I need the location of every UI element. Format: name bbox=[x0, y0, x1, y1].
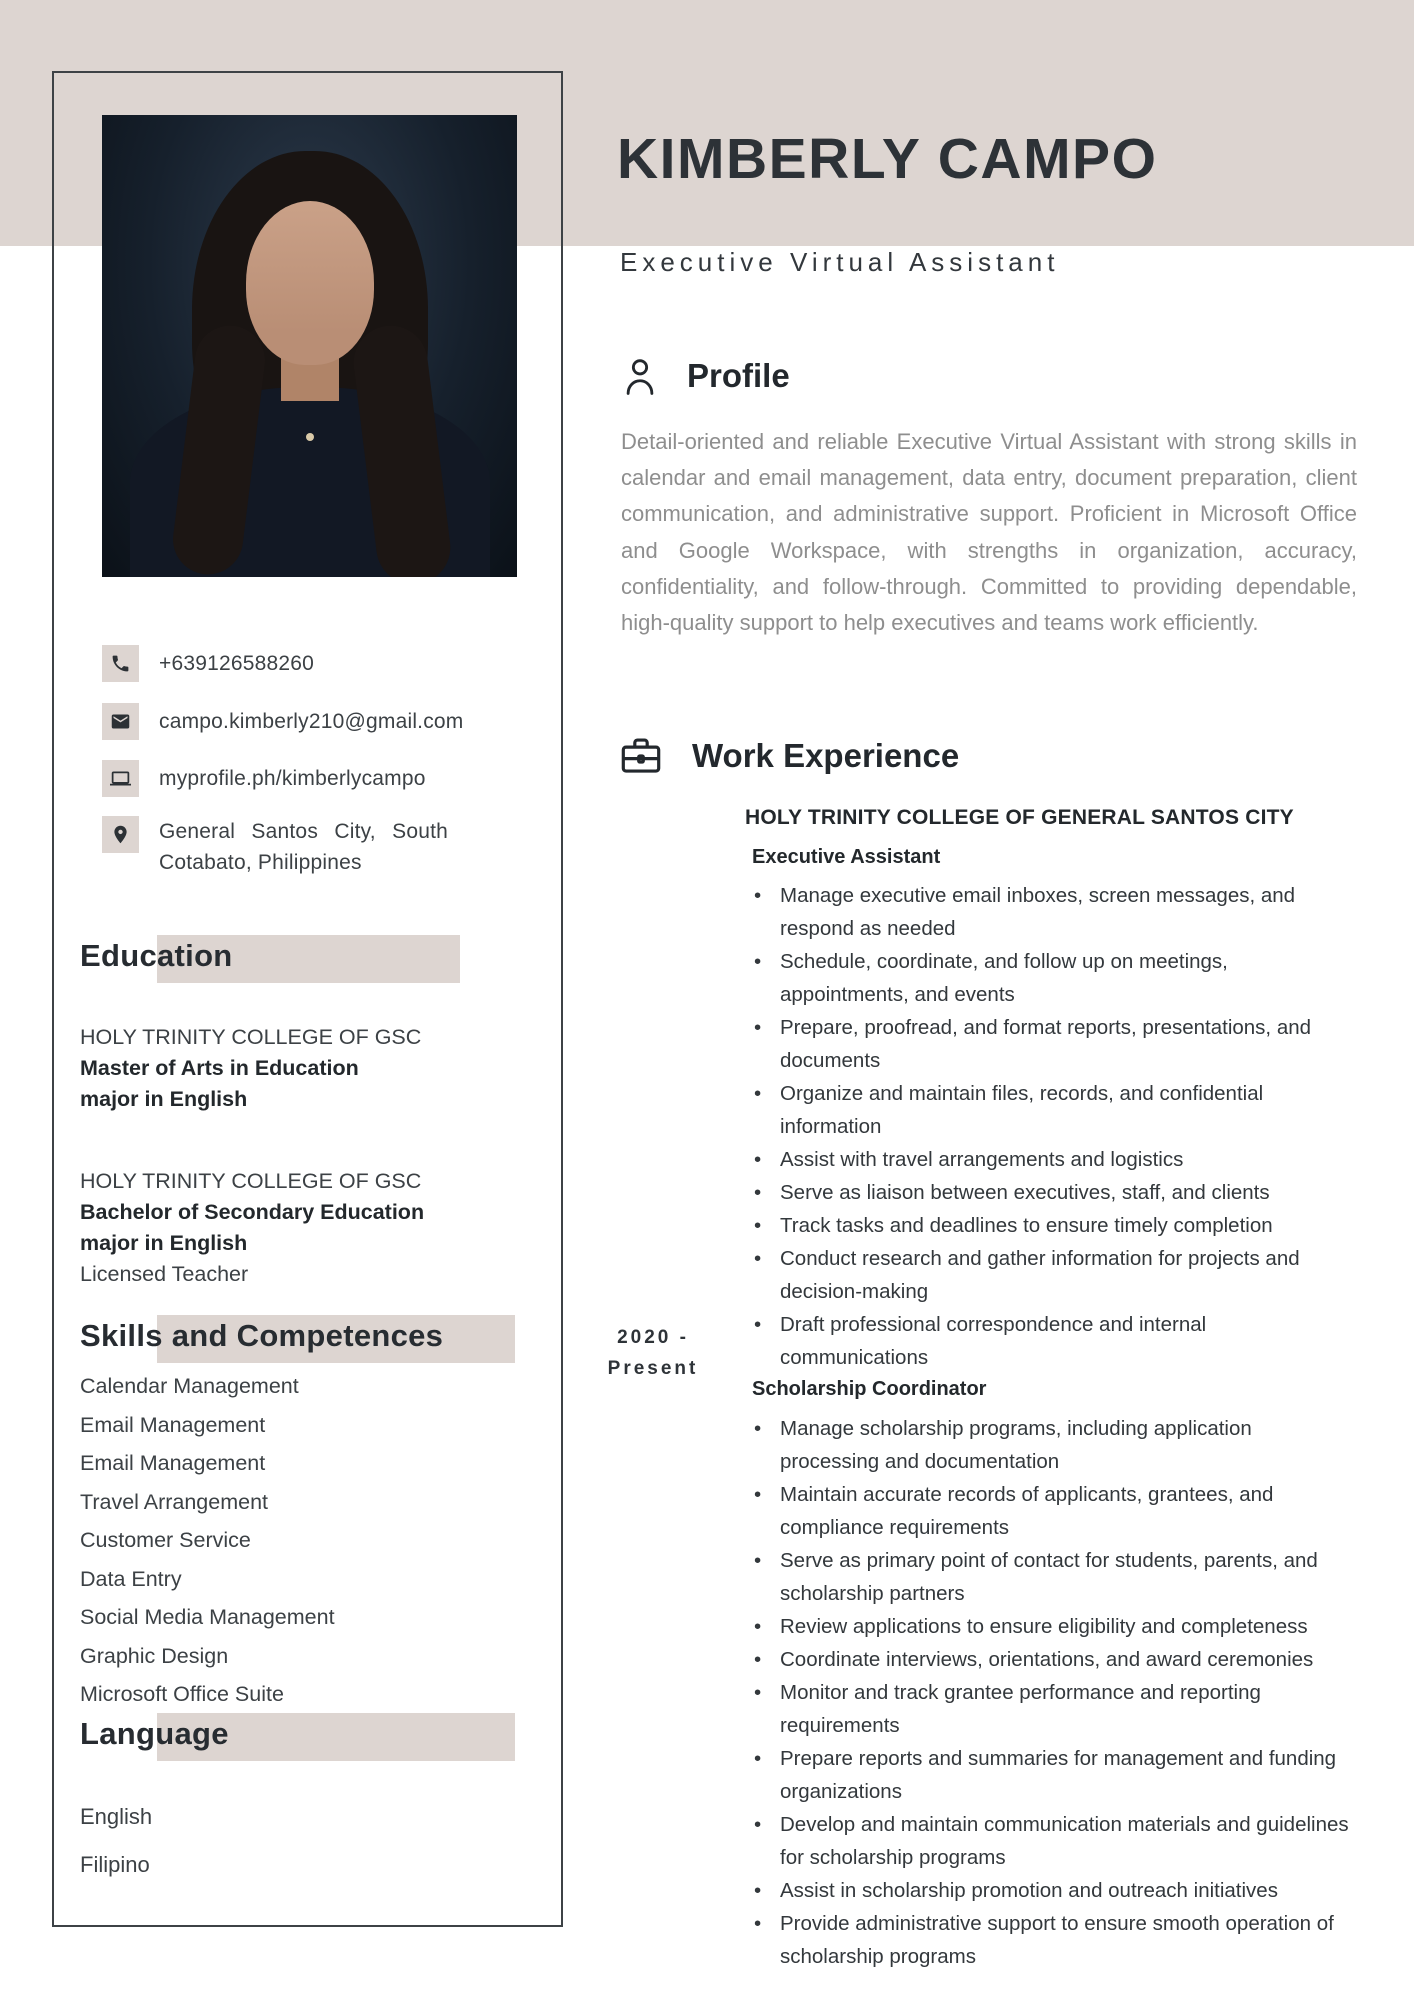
role1-bullet: • Track tasks and deadlines to ensure timely completion bbox=[752, 1209, 1353, 1242]
contact-website: myprofile.ph/kimberlycampo bbox=[159, 766, 426, 790]
role2-bullet: • Coordinate interviews, orientations, and award ceremonies bbox=[752, 1643, 1353, 1676]
language-item: English bbox=[80, 1804, 153, 1829]
role2-bullet: • Manage scholarship programs, including application processing and documentation bbox=[752, 1412, 1353, 1478]
skill-item: Email Management bbox=[80, 1412, 266, 1437]
role2-bullet: • Develop and maintain communication materials and guidelines for scholarship programs bbox=[752, 1808, 1353, 1874]
education-heading: Education bbox=[80, 938, 233, 974]
education-item-2 bbox=[80, 1166, 424, 1290]
contact-location: General Santos City, South Cotabato, Philippines bbox=[159, 820, 448, 874]
role2-bullet: • Provide administrative support to ensure smooth operation of scholarship programs bbox=[752, 1907, 1353, 1973]
education-degree-major: major in English bbox=[80, 1231, 248, 1255]
role-title-executive-assistant: Executive Assistant bbox=[752, 846, 941, 868]
location-pin-icon bbox=[102, 816, 139, 853]
role1-bullet: • Conduct research and gather information for projects and decision-making bbox=[752, 1242, 1353, 1308]
person-icon bbox=[621, 355, 659, 397]
role2-bullet: • Serve as primary point of contact for students, parents, and scholarship partners bbox=[752, 1544, 1353, 1610]
person-name: KIMBERLY CAMPO bbox=[617, 127, 1158, 191]
skill-item: Microsoft Office Suite bbox=[80, 1682, 284, 1706]
education-school: HOLY TRINITY COLLEGE OF GSC bbox=[80, 1025, 422, 1049]
skill-item: Travel Arrangement bbox=[80, 1489, 269, 1514]
role1-bullet: • Draft professional correspondence and internal communications bbox=[752, 1308, 1353, 1374]
role2-bullet: • Review applications to ensure eligibility and completeness bbox=[752, 1610, 1353, 1643]
phone-icon bbox=[102, 645, 139, 682]
language-item: Filipino bbox=[80, 1852, 150, 1877]
skill-item: Graphic Design bbox=[80, 1643, 229, 1668]
portrait-face bbox=[246, 201, 374, 365]
skill-item: Calendar Management bbox=[80, 1374, 299, 1398]
person-title: Executive Virtual Assistant bbox=[620, 247, 1060, 277]
language-heading: Language bbox=[80, 1716, 229, 1752]
role1-bullet: • Prepare, proofread, and format reports, presentations, and documents bbox=[752, 1011, 1353, 1077]
company-name: HOLY TRINITY COLLEGE OF GENERAL SANTOS CITY bbox=[745, 806, 1294, 829]
role1-bullet: • Organize and maintain files, records, and confidential information bbox=[752, 1077, 1353, 1143]
role1-bullet-list bbox=[752, 879, 1353, 1374]
skill-item: Data Entry bbox=[80, 1566, 182, 1591]
portrait-photo bbox=[102, 115, 517, 577]
contact-website-row bbox=[102, 760, 448, 797]
role1-bullet: • Serve as liaison between executives, staff, and clients bbox=[752, 1176, 1353, 1209]
email-icon bbox=[102, 703, 139, 740]
skill-item: Social Media Management bbox=[80, 1605, 335, 1629]
work-experience-heading: Work Experience bbox=[618, 733, 959, 779]
briefcase-icon bbox=[618, 733, 664, 779]
skills-heading: Skills and Competences bbox=[80, 1318, 443, 1354]
role1-bullet: • Manage executive email inboxes, screen messages, and respond as needed bbox=[752, 879, 1353, 945]
profile-heading: Profile bbox=[621, 355, 790, 397]
education-item-1 bbox=[80, 1022, 421, 1115]
skill-item: Customer Service bbox=[80, 1528, 251, 1552]
role1-bullet: • Assist with travel arrangements and logistics bbox=[752, 1143, 1353, 1176]
role2-bullet-list bbox=[752, 1412, 1353, 1973]
education-degree-major: major in English bbox=[80, 1087, 248, 1111]
laptop-icon bbox=[102, 760, 139, 797]
language-list bbox=[80, 1793, 152, 1889]
skill-item: Email Management bbox=[80, 1451, 266, 1475]
contact-location-row bbox=[102, 816, 448, 878]
education-degree: Bachelor of Secondary Education bbox=[80, 1200, 425, 1224]
education-school: HOLY TRINITY COLLEGE OF GSC bbox=[80, 1169, 422, 1193]
dates-line-2: Present bbox=[607, 1358, 699, 1379]
profile-summary: Detail-oriented and reliable Executive Virtual Assistant with strong skills in calendar and email management, data entry, document preparation, client communication, and administrative support. Proficient in Microsoft Office and Google Workspace, with strengths in organization, accuracy, confidentiality, and follow-through. Committed to providing dependable, high-quality support to help executives and teams work efficiently. bbox=[621, 429, 1357, 636]
skills-list bbox=[80, 1367, 335, 1714]
employment-dates bbox=[563, 1322, 743, 1384]
role2-bullet: • Monitor and track grantee performance and reporting requirements bbox=[752, 1676, 1353, 1742]
role-title-scholarship-coordinator: Scholarship Coordinator bbox=[752, 1378, 987, 1400]
contact-phone: +639126588260 bbox=[159, 651, 315, 675]
portrait-necklace bbox=[306, 433, 314, 441]
dates-line-1: 2020 - bbox=[617, 1327, 689, 1348]
role2-bullet: • Prepare reports and summaries for management and funding organizations bbox=[752, 1742, 1353, 1808]
role2-bullet: • Maintain accurate records of applicants, grantees, and compliance requirements bbox=[752, 1478, 1353, 1544]
education-note: Licensed Teacher bbox=[80, 1262, 249, 1286]
role2-bullet: • Assist in scholarship promotion and outreach initiatives bbox=[752, 1874, 1353, 1907]
contact-email-row bbox=[102, 703, 464, 740]
role1-bullet: • Schedule, coordinate, and follow up on meetings, appointments, and events bbox=[752, 945, 1353, 1011]
education-degree: Master of Arts in Education bbox=[80, 1056, 359, 1080]
contact-email: campo.kimberly210@gmail.com bbox=[159, 709, 464, 733]
contact-phone-row bbox=[102, 645, 448, 682]
